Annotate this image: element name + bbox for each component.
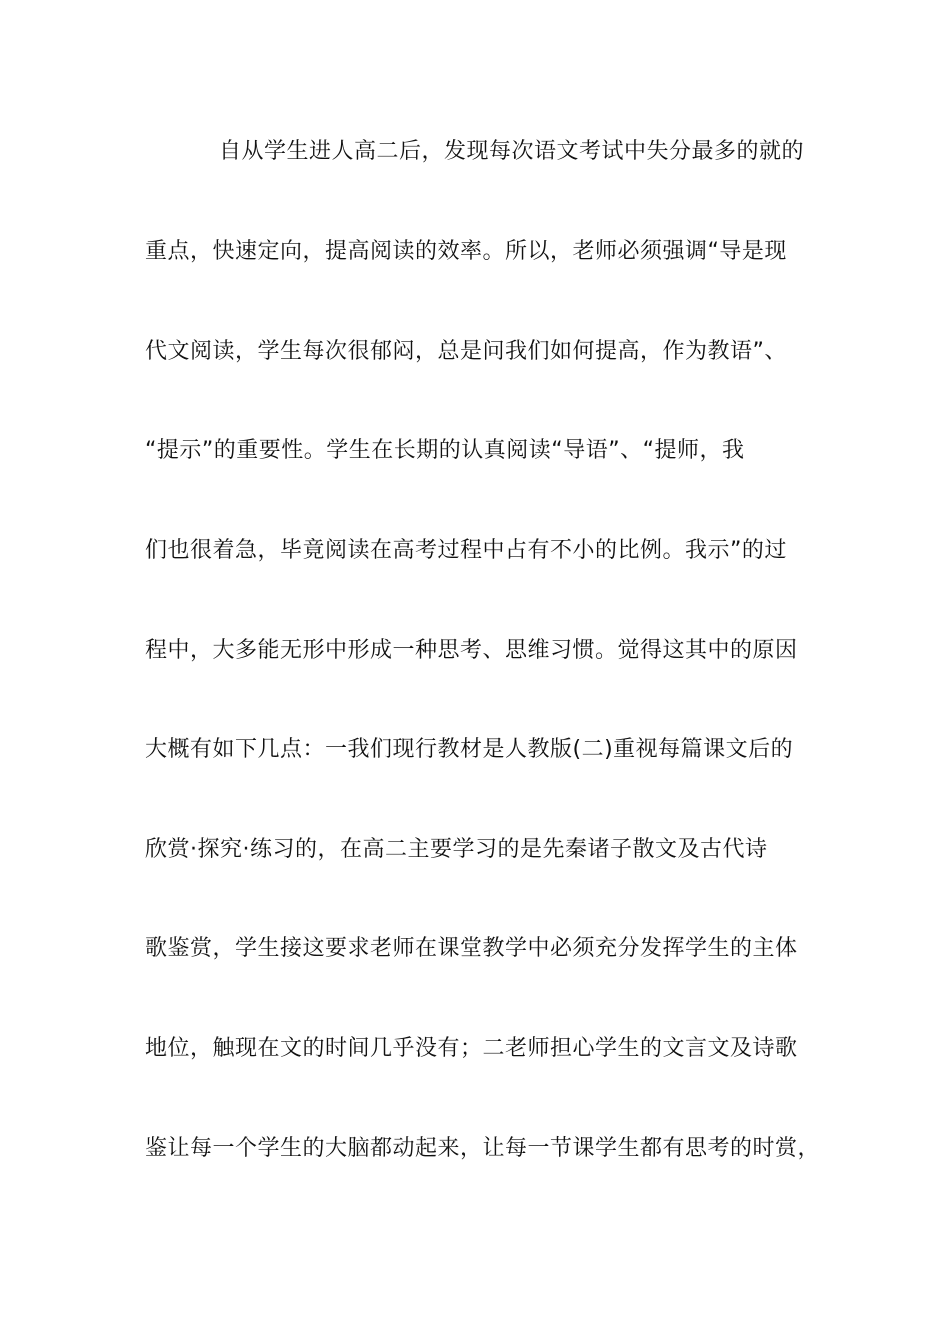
paragraph-line-5: 们也很着急，毕竟阅读在高考过程中占有不小的比例。我示”的过 (145, 538, 787, 563)
paragraph-line-2: 重点，快速定向，提高阅读的效率。所以，老师必须强调“导是现 (145, 239, 787, 264)
paragraph-line-10: 地位，触现在文的时间几乎没有；二老师担心学生的文言文及诗歌 (145, 1036, 798, 1061)
paragraph-line-3: 代文阅读，学生每次很郁闷，总是问我们如何提高，作为教语”、 (145, 339, 787, 364)
paragraph-line-8: 欣赏·探究·练习的，在高二主要学习的是先秦诸子散文及古代诗 (145, 837, 768, 862)
paragraph-line-4: “提示”的重要性。学生在长期的认真阅读“导语”、“提师，我 (145, 438, 745, 463)
paragraph-line-6: 程中，大多能无形中形成一种思考、思维习惯。觉得这其中的原因 (145, 638, 798, 663)
paragraph-line-7: 大概有如下几点：一我们现行教材是人教版(二)重视每篇课文后的 (145, 737, 794, 762)
paragraph-line-1: 自从学生进人高二后，发现每次语文考试中失分最多的就的 (219, 139, 805, 164)
paragraph-line-9: 歌鉴赏，学生接这要求老师在课堂教学中必须充分发挥学生的主体 (145, 936, 798, 961)
paragraph-line-11: 鉴让每一个学生的大脑都动起来，让每一节课学生都有思考的时赏， (145, 1136, 821, 1161)
